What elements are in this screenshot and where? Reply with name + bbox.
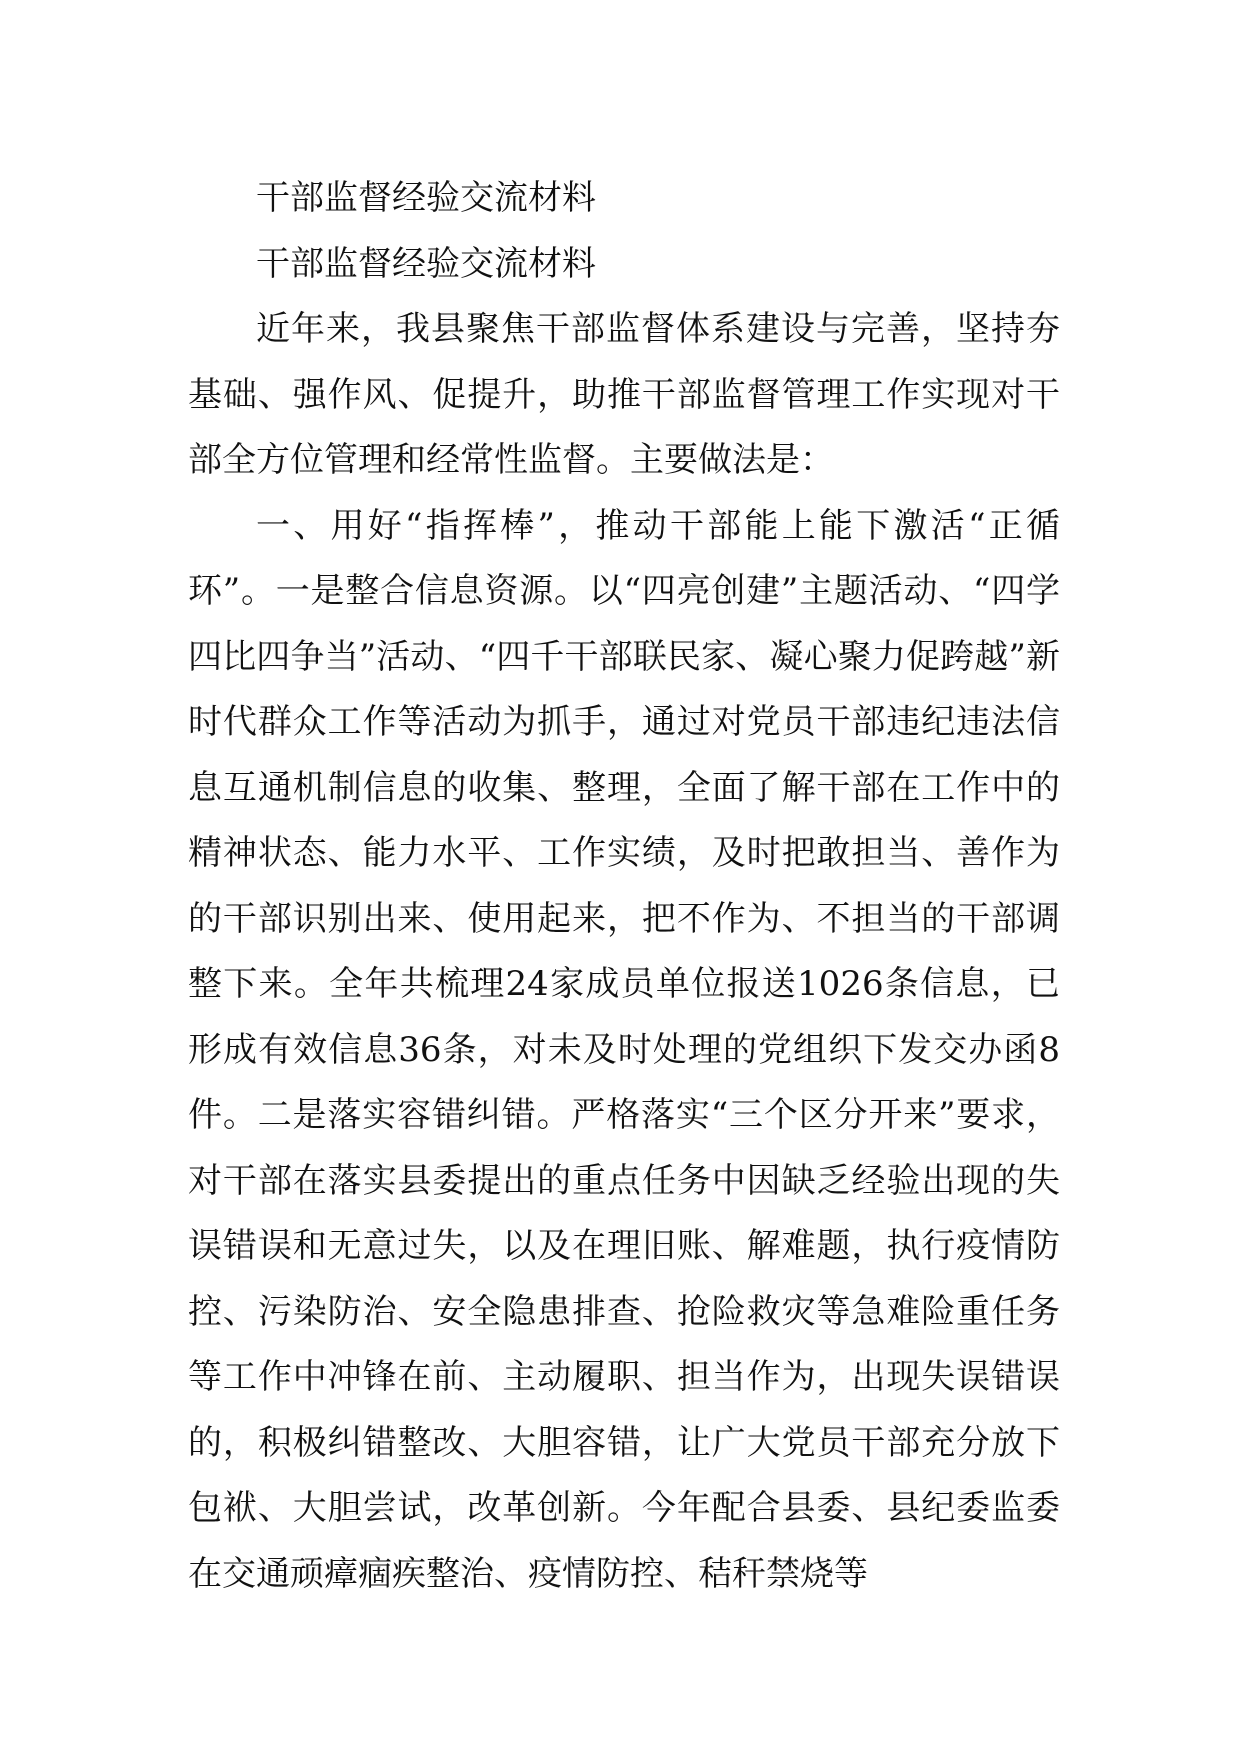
document-subtitle: 干部监督经验交流材料 bbox=[256, 243, 596, 284]
document-body bbox=[188, 166, 1060, 1607]
document-title: 干部监督经验交流材料 bbox=[256, 178, 596, 218]
intro-paragraph: 近年来，我县聚焦干部监督体系建设与完善，坚持夯基础、强作风、促提升，助推干部监督管理工作实现对干部全方位管理和经常性监督。主要做法是： bbox=[188, 309, 1060, 480]
section-one-paragraph: 一、用好“指挥棒”，推动干部能上能下激活“正循环”。一是整合信息资源。以“四亮创建”主题活动、“四学四比四争当”活动、“四千干部联民家、凝心聚力促跨越”新时代群众工作等活动为抓手，通过对党员干部违纪违法信息互通机制信息的收集、整理，全面了解干部在工作中的精神状态、能力水平、工作实绩，及时把敢担当、善作为的干部识别出来、使用起来，把不作为、不担当的干部调整下来。全年共梳理24家成员单位报送1026条信息，已形成有效信息36条，对未及时处理的党组织下发交办函8件。二是落实容错纠错。严格落实“三个区分开来”要求，对干部在落实县委提出的重点任务中因缺乏经验出现的失误错误和无意过失，以及在理旧账、解难题，执行疫情防控、污染防治、安全隐患排查、抢险救灾等急难险重任务等工作中冲锋在前、主动履职、担当作为，出现失误错误的，积极纠错整改、大胆容错，让广大党员干部充分放下包袱、大胆尝试，改革创新。今年配合县委、县纪委监委在交通顽瘴痼疾整治、疫情防控、秸秆禁烧等 bbox=[188, 505, 1060, 1594]
